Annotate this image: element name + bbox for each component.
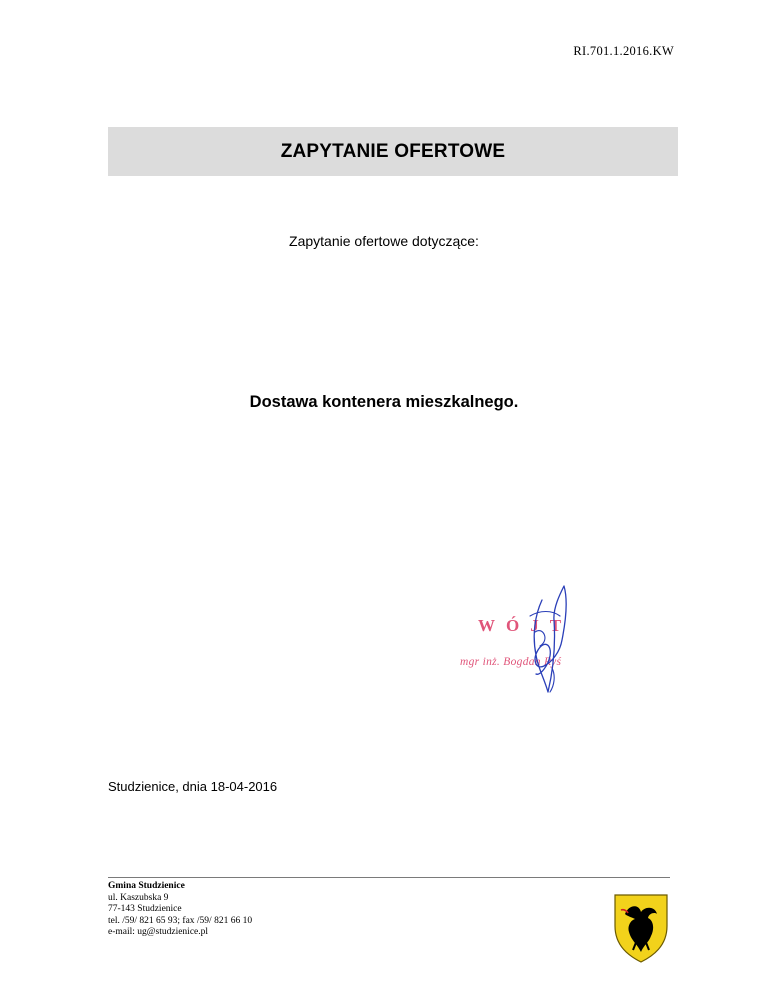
footer-contact-block <box>108 881 252 939</box>
title-banner <box>108 127 678 176</box>
footer-organization: Gmina Studzienice <box>108 881 185 891</box>
subject-text: Dostawa kontenera mieszkalnego. <box>249 393 519 411</box>
footer-email: e-mail: ug@studzienice.pl <box>108 927 209 938</box>
document-reference-number: RI.701.1.2016.KW <box>573 44 674 58</box>
document-title: ZAPYTANIE OFERTOWE <box>280 140 506 162</box>
footer-phone-fax: tel. /59/ 821 65 93; fax /59/ 821 66 10 <box>108 915 253 926</box>
subject-intro: Zapytanie ofertowe dotyczące: <box>289 233 479 249</box>
place-and-date: Studzienice, dnia 18-04-2016 <box>108 779 278 794</box>
footer-address: ul. Kaszubska 9 <box>108 892 169 903</box>
handwritten-signature <box>440 580 610 705</box>
official-stamp <box>440 580 610 705</box>
stamp-title: WÓJT <box>478 616 573 635</box>
coat-of-arms-griffin-icon <box>611 892 671 964</box>
stamp-name: mgr inż. Bogdan Ryś <box>460 656 562 668</box>
footer-divider <box>108 877 670 878</box>
footer-postal: 77-143 Studzienice <box>108 904 182 915</box>
